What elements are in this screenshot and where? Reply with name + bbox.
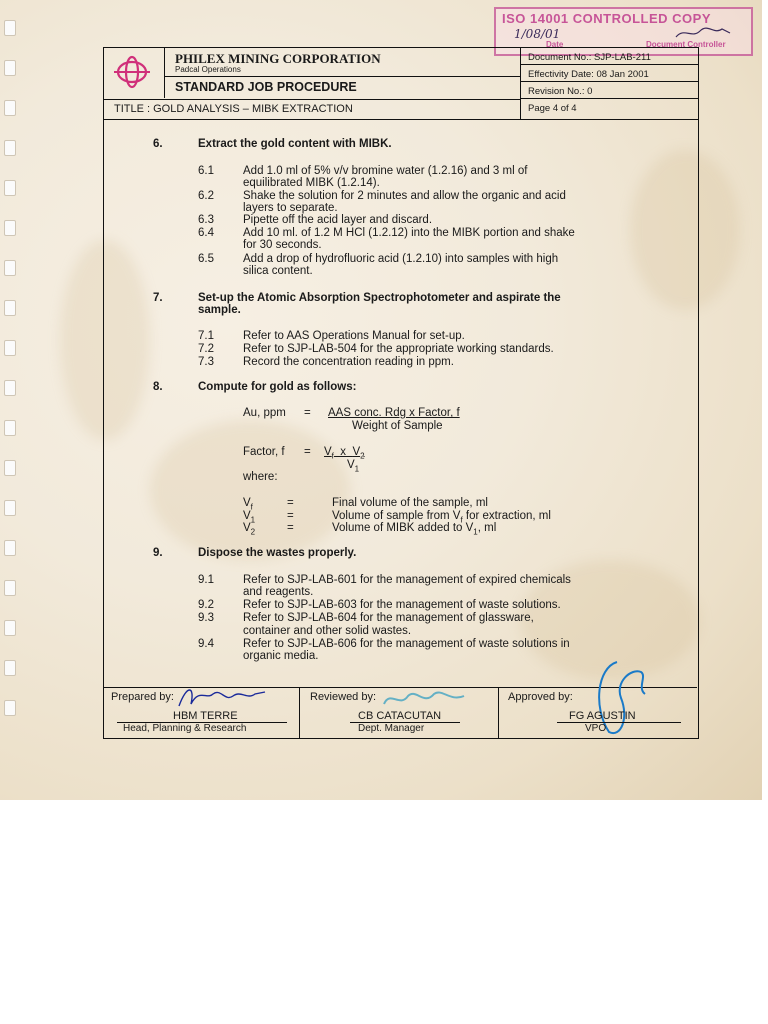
item-number: 9.1 [198,574,214,586]
formula-lhs: Factor, f [243,446,285,458]
approved-name: FG AGUSTIN [569,710,636,722]
item-text: Pipette off the acid layer and discard. [243,214,433,226]
section-heading: Extract the gold content with MIBK. [198,138,392,150]
doc-type: STANDARD JOB PROCEDURE [175,80,357,94]
section-heading: Compute for gold as follows: [198,381,357,393]
prepared-by-label: Prepared by: [111,691,174,703]
item-number: 7.2 [198,343,214,355]
item-number: 6.3 [198,214,214,226]
item-text: and reagents. [243,586,314,598]
item-text: Refer to SJP-LAB-604 for the management of glassware, [243,612,534,624]
section-heading: sample. [198,304,241,316]
prepared-title: Head, Planning & Research [123,723,247,734]
item-text: container and other solid wastes. [243,625,412,637]
formula-equals: = [304,446,311,458]
formula-equals: = [304,407,311,419]
item-text: Refer to SJP-LAB-504 for the appropriate working standards. [243,343,554,355]
item-text: for 30 seconds. [243,239,322,251]
doc-type-block [165,77,520,98]
reviewed-name: CB CATACUTAN [358,710,442,722]
item-number: 9.2 [198,599,214,611]
item-text: Add 10 ml. of 1.2 M HCl (1.2.12) into the MIBK portion and shake [243,227,575,239]
reviewed-by-cell [300,688,499,738]
item-text: organic media. [243,650,319,662]
item-text: layers to separate. [243,202,338,214]
variable-definition: Final volume of the sample, ml [332,497,488,509]
company-name: PHILEX MINING CORPORATION [175,51,381,66]
signature-line [557,722,681,723]
effectivity-date: Effectivity Date: 08 Jan 2001 [521,65,699,82]
approved-by-cell [499,688,697,738]
section-heading: Dispose the wastes properly. [198,547,357,559]
company-division: Padcal Operations [175,65,241,74]
formula-denominator: $V_1$ [347,459,360,474]
item-text: Shake the solution for 2 minutes and allow the organic and acid [243,190,566,202]
formula-numerator: $V_f$ x $V_2$ [324,446,365,461]
item-number: 6.2 [198,190,214,202]
item-number: 6.1 [198,165,214,177]
item-text: Add 1.0 ml of 5% v/v bromine water (1.2.16) and 3 ml of [243,165,528,177]
item-number: 7.3 [198,356,214,368]
item-text: Add a drop of hydrofluoric acid (1.2.10) into samples with high [243,253,559,265]
document-meta [520,48,699,119]
stamp-date: 1/08/01 [514,27,561,41]
variable-equals: = [287,497,294,509]
company-block [165,48,520,77]
item-number: 6.4 [198,227,214,239]
stamp-title: ISO 14001 CONTROLLED COPY [502,11,711,26]
variable-equals: = [287,522,294,534]
formula-lhs: Au, ppm [243,407,286,419]
revision-number: Revision No.: 0 [521,82,699,99]
variable-definition: Volume of sample from $V_f$ for extraction, ml [332,510,551,525]
item-text: Refer to SJP-LAB-601 for the management of expired chemicals [243,574,571,586]
reviewed-signature [380,686,470,712]
reviewed-title: Dept. Manager [358,723,425,734]
title-row [104,99,520,119]
section-number: 9. [153,547,163,559]
approved-title: VPO [585,723,607,734]
item-number: 9.4 [198,638,214,650]
controller-signature [674,23,734,41]
item-text: Refer to SJP-LAB-603 for the management of waste solutions. [243,599,561,611]
variable-definition: Volume of MIBK added to $V_1$, ml [332,522,497,537]
section-heading: Set-up the Atomic Absorption Spectrophotometer and aspirate the [198,292,561,304]
reviewed-by-label: Reviewed by: [310,691,377,703]
document-title: TITLE : GOLD ANALYSIS – MIBK EXTRACTION [114,103,353,115]
stamp-date-caption: Date [546,40,564,49]
item-text: equilibrated MIBK (1.2.14). [243,177,380,189]
variable-symbol: $V_2$ [243,522,256,537]
item-text: Refer to AAS Operations Manual for set-up. [243,330,465,342]
document-header [103,47,699,120]
signature-block [103,687,697,738]
prepared-signature [173,682,273,712]
variable-symbol: $V_f$ [243,497,253,512]
item-number: 7.1 [198,330,214,342]
approved-by-label: Approved by: [508,691,573,703]
document-number: Document No.: SJP-LAB-211 [521,48,699,65]
variable-symbol: $V_1$ [243,510,256,525]
variable-equals: = [287,510,294,522]
section-number: 7. [153,292,163,304]
item-text: silica content. [243,265,313,277]
company-logo [104,48,165,98]
item-text: Refer to SJP-LAB-606 for the management of waste solutions in [243,638,570,650]
where-label: where: [243,471,278,483]
formula-denominator: Weight of Sample [352,420,443,432]
formula-numerator: AAS conc. Rdg x Factor, f [328,407,460,419]
section-number: 6. [153,138,163,150]
page-number: Page 4 of 4 [528,103,577,114]
item-number: 6.5 [198,253,214,265]
stamp-controller-caption: Document Controller [646,40,726,49]
item-number: 9.3 [198,612,214,624]
prepared-name: HBM TERRE [173,710,238,722]
section-number: 8. [153,381,163,393]
prepared-by-cell [103,688,300,738]
item-text: Record the concentration reading in ppm. [243,356,454,368]
binder-holes [4,20,18,720]
